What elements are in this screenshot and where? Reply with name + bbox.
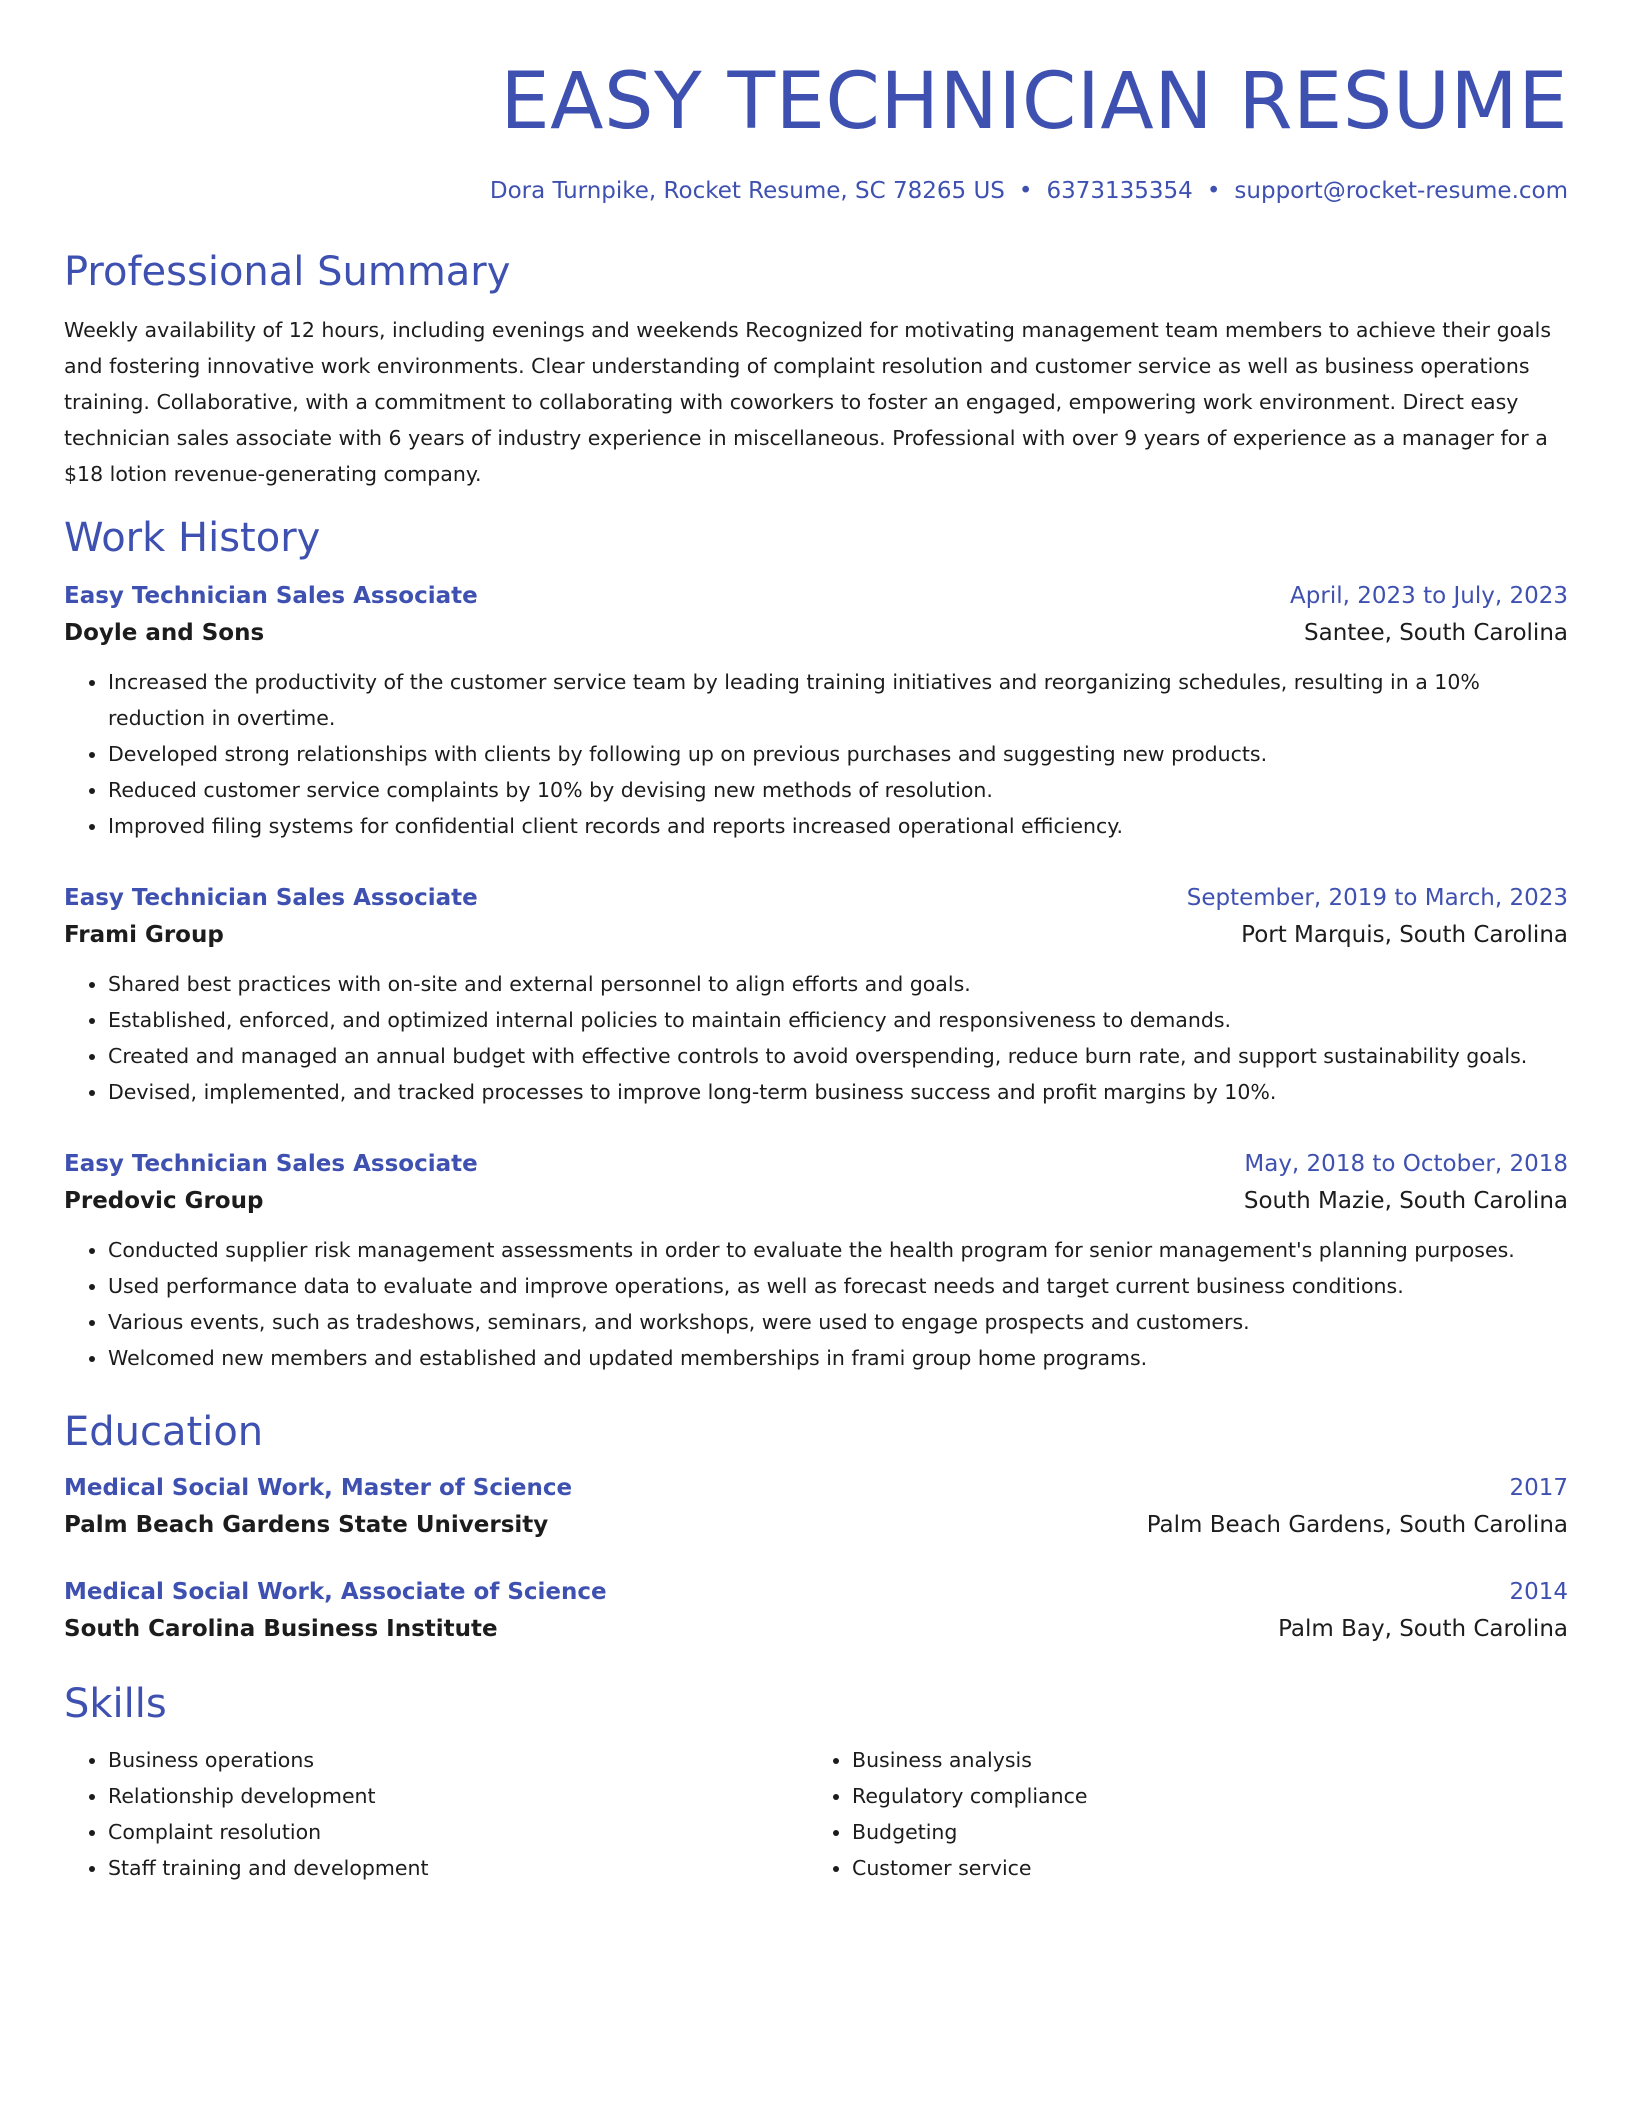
job-dates: April, 2023 to July, 2023 [1290,583,1568,609]
job-entry [64,1146,1568,1376]
contact-address: Dora Turnpike, Rocket Resume, SC 78265 US [489,178,1005,204]
skill-item: • Budgeting [852,1814,1492,1850]
job-location: South Mazie, South Carolina [1243,1188,1568,1214]
job-company: Predovic Group [64,1188,264,1214]
skill-item: • Relationship development [108,1778,808,1814]
education-degree: Medical Social Work, Associate of Science [64,1579,607,1605]
job-dates: May, 2018 to October, 2018 [1244,1151,1568,1177]
job-bullet: • Reduced customer service complaints by 10% by devising new methods of resolution. [108,772,1568,808]
job-title: Easy Technician Sales Associate [64,1151,478,1177]
skill-item: • Staff training and development [108,1850,808,1886]
job-bullet: • Increased the productivity of the customer service team by leading training initiatives and reorganizing schedules, resulting in a 10% reduction in overtime. [108,664,1568,736]
job-dates: September, 2019 to March, 2023 [1186,885,1568,911]
skill-item: • Complaint resolution [108,1814,808,1850]
job-company: Doyle and Sons [64,620,265,646]
summary-text: Weekly availability of 12 hours, including evenings and weekends Recognized for motivating management team members to achieve their goals and fostering innovative work environments. Clear understanding of complaint resolution and customer service as well as business operations training. Collaborative, with a commitment to collaborating with coworkers to foster an engaged, empowering work environment. Direct easy technician sales associate with 6 years of industry experience in miscellaneous. Professional with over 9 years of experience as a manager for a $18 lotion revenue-generating company. [64,318,1552,486]
job-bullet: • Conducted supplier risk management assessments in order to evaluate the health program for senior management's planning purposes. [108,1232,1568,1268]
job-bullet: • Improved filing systems for confidential client records and reports increased operational efficiency. [108,808,1568,844]
job-bullet: • Established, enforced, and optimized internal policies to maintain efficiency and responsiveness to demands. [108,1002,1568,1038]
contact-email: support@rocket-resume.com [1234,178,1568,204]
job-bullets [64,1232,1568,1376]
skills-column-left [64,1742,808,1886]
job-title: Easy Technician Sales Associate [64,885,478,911]
contact-separator: • [1018,178,1033,204]
education-location: Palm Beach Gardens, South Carolina [1146,1512,1568,1538]
job-bullet: • Welcomed new members and established and updated memberships in frami group home programs. [108,1340,1568,1376]
skill-item: • Business analysis [852,1742,1492,1778]
job-bullet: • Shared best practices with on-site and external personnel to align efforts and goals. [108,966,1568,1002]
resume-title: EASY TECHNICIAN RESUME [500,57,1568,147]
skills-column-right [808,1742,1492,1886]
job-entry [64,578,1568,844]
education-entry [64,1470,1568,1544]
education-entry [64,1574,1568,1648]
skill-item: • Regulatory compliance [852,1778,1492,1814]
education-school: South Carolina Business Institute [64,1616,498,1642]
job-bullet: • Developed strong relationships with clients by following up on previous purchases and suggesting new products. [108,736,1568,772]
job-location: Port Marquis, South Carolina [1241,922,1568,948]
education-degree: Medical Social Work, Master of Science [64,1475,573,1501]
section-title-work-history: Work History [64,515,321,561]
contact-line [64,176,1568,206]
job-company: Frami Group [64,922,224,948]
job-bullet: • Created and managed an annual budget with effective controls to avoid overspending, reduce burn rate, and support sustainability goals. [108,1038,1568,1074]
job-bullet: • Used performance data to evaluate and improve operations, as well as forecast needs and target current business conditions. [108,1268,1568,1304]
education-location: Palm Bay, South Carolina [1278,1616,1568,1642]
education-school: Palm Beach Gardens State University [64,1512,549,1538]
education-year: 2017 [1509,1475,1568,1501]
job-bullet: • Devised, implemented, and tracked processes to improve long-term business success and profit margins by 10%. [108,1074,1568,1110]
job-bullet: • Various events, such as tradeshows, seminars, and workshops, were used to engage prospects and customers. [108,1304,1568,1340]
section-title-summary: Professional Summary [64,249,511,295]
education-year: 2014 [1509,1579,1568,1605]
section-title-education: Education [64,1409,264,1455]
job-entry [64,880,1568,1110]
skills-list [64,1742,1568,1886]
contact-separator: • [1206,178,1221,204]
job-title: Easy Technician Sales Associate [64,583,478,609]
contact-phone: 6373135354 [1046,178,1193,204]
job-bullets [64,966,1568,1110]
section-title-skills: Skills [64,1681,167,1727]
job-bullets [64,664,1568,844]
skill-item: • Business operations [108,1742,808,1778]
skill-item: • Customer service [852,1850,1492,1886]
job-location: Santee, South Carolina [1304,620,1568,646]
